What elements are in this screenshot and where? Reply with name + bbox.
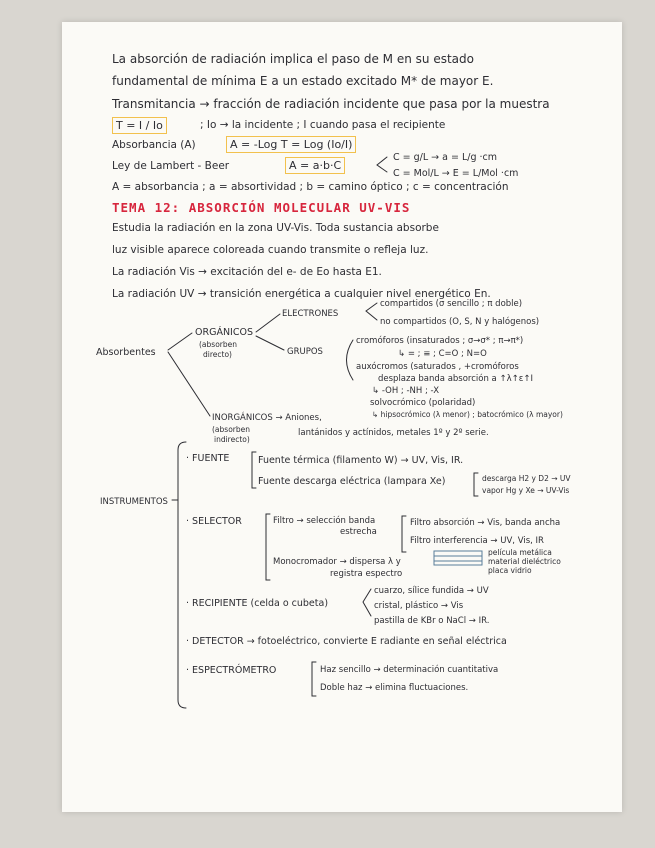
selector-label: · SELECTOR xyxy=(186,516,242,527)
espectrometro-label: · ESPECTRÓMETRO xyxy=(186,665,277,676)
organicos-sub-2: directo) xyxy=(203,350,232,359)
intro-line-1: La absorción de radiación implica el paso de M en su estado xyxy=(112,52,474,66)
organicos-label: ORGÁNICOS xyxy=(195,327,253,338)
recipiente-pastilla: pastilla de KBr o NaCl → IR. xyxy=(374,616,490,626)
intro-legend: A = absorbancia ; a = absortividad ; b = camino óptico ; c = concentración xyxy=(112,181,509,193)
tema-line-2: luz visible aparece coloreada cuando transmite o refleja luz. xyxy=(112,244,429,256)
grupos-label: GRUPOS xyxy=(287,347,323,357)
auxocromos: auxócromos (saturados , +cromóforos xyxy=(356,362,519,372)
tema-line-3: La radiación Vis → excitación del e- de Eo hasta E1. xyxy=(112,266,382,278)
concentration-mol: C = Mol/L → E = L/Mol ·cm xyxy=(393,168,519,179)
haz-sencillo: Haz sencillo → determinación cuantitativa xyxy=(320,665,499,675)
ley-label: Ley de Lambert - Beer xyxy=(112,160,230,172)
fuente-descarga: Fuente descarga eléctrica (lampara Xe) xyxy=(258,476,446,487)
filtro-absorcion: Filtro absorción → Vis, banda ancha xyxy=(410,518,561,528)
doble-haz: Doble haz → elimina fluctuaciones. xyxy=(320,683,469,693)
organicos-sub-1: (absorben xyxy=(199,340,237,349)
electrones-compartidos: compartidos (σ sencillo ; π doble) xyxy=(380,299,523,309)
solvocromico-detail: ↳ hipsocrómico (λ menor) ; batocrómico (λ mayor) xyxy=(372,410,563,419)
ley-formula-box: A = a·b·C xyxy=(285,157,345,174)
auxocromos-examples: ↳ -OH ; -NH ; -X xyxy=(372,386,440,396)
recipiente-label: · RECIPIENTE (celda o cubeta) xyxy=(186,598,329,609)
cromoforos-examples: ↳ = ; ≡ ; C=O ; N=O xyxy=(398,349,487,359)
intro-line-3: Transmitancia → fracción de radiación incidente que pasa por la muestra xyxy=(112,97,550,111)
instrumentos-root: INSTRUMENTOS xyxy=(100,497,168,507)
monocromador-2: registra espectro xyxy=(330,569,403,579)
absorbancia-formula-box: A = -Log T = Log (Io/I) xyxy=(226,136,356,153)
descarga-hg: vapor Hg y Xe → UV-Vis xyxy=(482,486,570,495)
fuente-termica: Fuente térmica (filamento W) → UV, Vis, IR. xyxy=(258,455,464,466)
descarga-h2: descarga H2 y D2 → UV xyxy=(482,474,571,483)
electrones-no-compartidos: no compartidos (O, S, N y halógenos) xyxy=(380,317,540,327)
absorbancia-label: Absorbancia (A) xyxy=(112,139,196,151)
absorbentes-root: Absorbentes xyxy=(96,347,156,358)
concentration-gl: C = g/L → a = L/g ·cm xyxy=(393,152,498,163)
tema-line-1: Estudia la radiación en la zona UV-Vis. Toda sustancia absorbe xyxy=(112,222,439,234)
detector-label: · DETECTOR → fotoeléctrico, convierte E radiante en señal eléctrica xyxy=(186,636,507,647)
recipiente-cuarzo: cuarzo, sílice fundida → UV xyxy=(374,586,489,596)
transmitancia-formula-box: T = I / Io xyxy=(112,117,167,134)
tema-title: TEMA 12: ABSORCIÓN MOLECULAR UV-VIS xyxy=(112,200,411,215)
filtro-interferencia: Filtro interferencia → UV, Vis, IR xyxy=(410,536,544,546)
filtro-label: Filtro → selección banda xyxy=(273,516,376,526)
recipiente-cristal: cristal, plástico → Vis xyxy=(374,601,464,611)
inorganicos-sub-2: indirecto) xyxy=(214,435,250,444)
inorganicos-sub-1: (absorben xyxy=(212,425,250,434)
inorganicos-detail: lantánidos y actínidos, metales 1º y 2º serie. xyxy=(298,428,489,438)
intro-line-2: fundamental de mínima E a un estado excitado M* de mayor E. xyxy=(112,74,494,88)
fuente-label: · FUENTE xyxy=(186,453,230,464)
tema-line-4: La radiación UV → transición energética a cualquier nivel energético En. xyxy=(112,288,491,300)
placa-vidrio: placa vidrio xyxy=(488,566,532,575)
monocromador: Monocromador → dispersa λ y xyxy=(273,557,401,567)
filtro-label-2: estrecha xyxy=(340,527,377,537)
transmitancia-note: ; Io → la incidente ; I cuando pasa el recipiente xyxy=(200,119,446,131)
material-dielectrico: material dieléctrico xyxy=(488,557,561,566)
electrones-label: ELECTRONES xyxy=(282,309,339,319)
inorganicos-label: INORGÁNICOS → Aniones, xyxy=(212,413,322,423)
solvocromico: solvocrómico (polaridad) xyxy=(370,398,476,408)
pelicula-metalica: película metálica xyxy=(488,548,552,557)
auxocromos-effect: desplaza banda absorción a ↑λ↑ε↑I xyxy=(378,374,533,384)
cromoforos: cromóforos (insaturados ; σ→σ* ; π→π*) xyxy=(356,336,524,346)
